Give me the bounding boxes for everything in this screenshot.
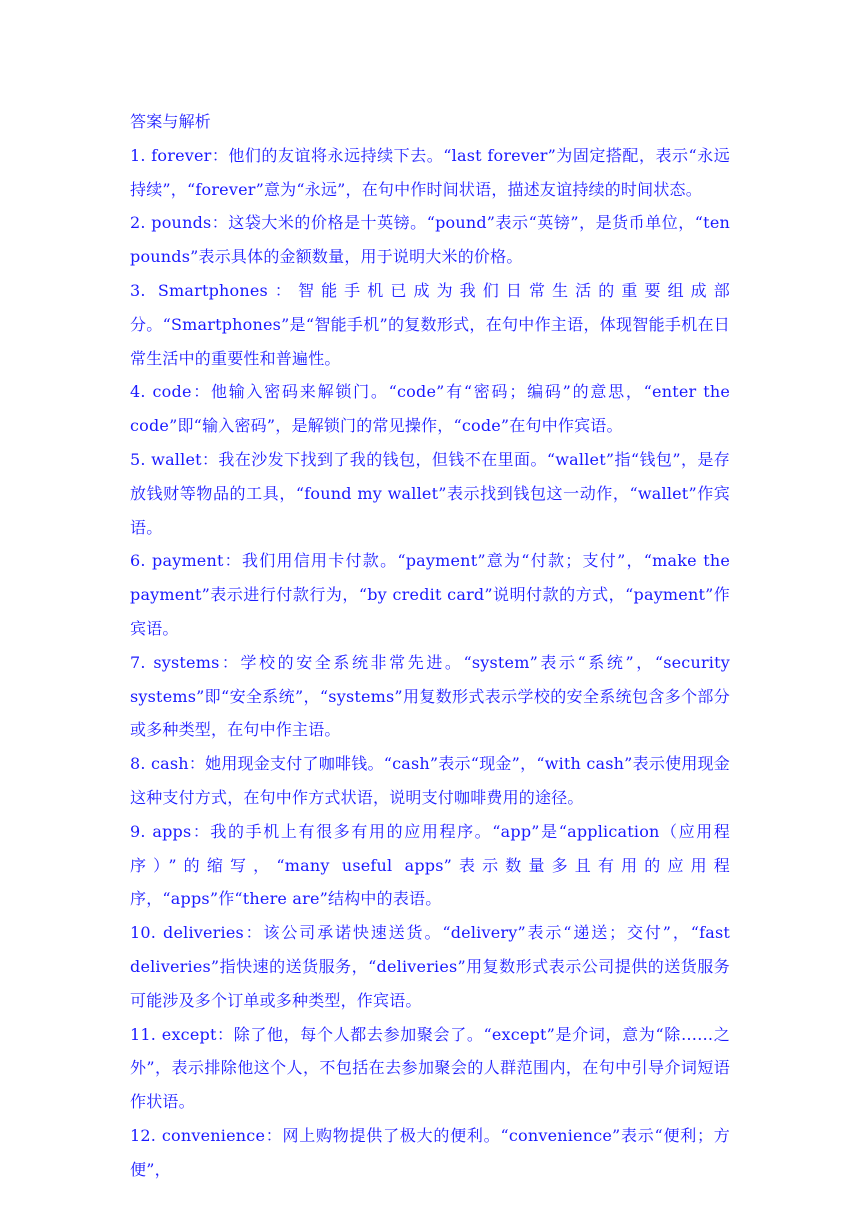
answer-item-10: 10. deliveries：该公司承诺快速送货。“delivery”表示“递送；交付”，“fast deliveries”指快速的送货服务，“deliveries”用复数形式表示公司提供的送货服务可能涉及多个订单或多种类型，作宾语。 <box>130 923 730 1010</box>
answer-item-2: 2. pounds：这袋大米的价格是十英镑。“pound”表示“英镑”，是货币单位，“ten pounds”表示具体的金额数量，用于说明大米的价格。 <box>130 213 730 267</box>
answer-item-1: 1. forever：他们的友谊将永远持续下去。“last forever”为固定搭配，表示“永远持续”，“forever”意为“永远”，在句中作时间状语，描述友谊持续的时间状态。 <box>130 145 730 199</box>
answer-item-3: 3. Smartphones：智能手机已成为我们日常生活的重要组成部分。“Smartphones”是“智能手机”的复数形式，在句中作主语，体现智能手机在日常生活中的重要性和普遍性。 <box>130 280 730 368</box>
section-heading: 答案与解析 <box>130 112 212 131</box>
answer-item-11: 11. except：除了他，每个人都去参加聚会了。“except”是介词，意为“除……之外”，表示排除他这个人，不包括在去参加聚会的人群范围内，在句中引导介词短语作状语。 <box>130 1024 730 1112</box>
answer-item-9: 9. apps：我的手机上有很多有用的应用程序。“app”是“application（应用程序）”的缩写，“many useful apps”表示数量多且有用的应用程序，“apps”作“there are”结构中的表语。 <box>130 821 730 909</box>
answer-item-4: 4. code：他输入密码来解锁门。“code”有“密码；编码”的意思，“enter the code”即“输入密码”，是解锁门的常见操作，“code”在句中作宾语。 <box>130 382 730 436</box>
answer-item-5: 5. wallet：我在沙发下找到了我的钱包，但钱不在里面。“wallet”指“钱包”，是存放钱财等物品的工具，“found my wallet”表示找到钱包这一动作，“wallet”作宾语。 <box>130 449 730 537</box>
answer-item-12: 12. convenience：网上购物提供了极大的便利。“convenience”表示“便利；方便”， <box>130 1125 730 1179</box>
answer-section <box>130 105 730 1187</box>
answer-item-6: 6. payment：我们用信用卡付款。“payment”意为“付款；支付”，“make the payment”表示进行付款行为，“by credit card”说明付款的方式，“payment”作宾语。 <box>130 551 730 638</box>
answer-item-8: 8. cash：她用现金支付了咖啡钱。“cash”表示“现金”，“with cash”表示使用现金这种支付方式，在句中作方式状语，说明支付咖啡费用的途径。 <box>130 754 730 807</box>
answer-item-7: 7. systems：学校的安全系统非常先进。“system”表示“系统”，“security systems”即“安全系统”，“systems”用复数形式表示学校的安全系统包含多个部分或多种类型，在句中作主语。 <box>130 652 730 740</box>
